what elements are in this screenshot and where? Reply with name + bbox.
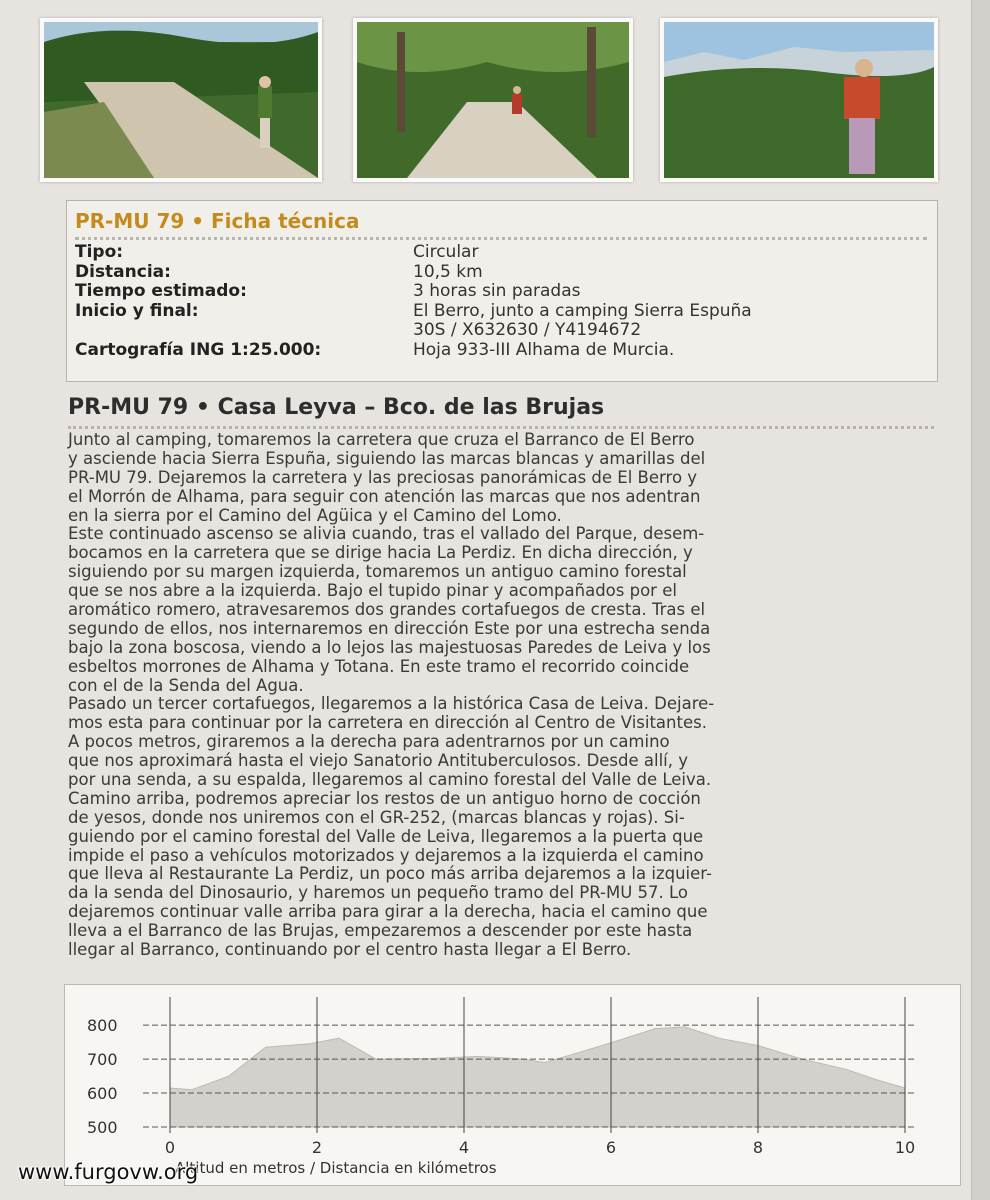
text-line: guiendo por el camino forestal del Valle de Leiva, llegaremos a la puerta que (68, 826, 704, 846)
route-description (68, 431, 934, 960)
x-tick-label: 0 (164, 1138, 176, 1157)
y-tick-label: 800 (87, 1016, 118, 1036)
watermark: www.furgovw.org (18, 1160, 199, 1184)
route-title: PR-MU 79 • Casa Leyva – Bco. de las Brujas (68, 395, 605, 420)
ficha-value: 3 horas sin paradas (413, 281, 581, 301)
ficha-label: Inicio y final: (75, 300, 199, 321)
text-line: Este continuado ascenso se alivia cuando, tras el vallado del Parque, desem- (68, 524, 705, 544)
text-line: Junto al camping, tomaremos la carretera que cruza el Barranco de El Berro (68, 430, 695, 449)
x-tick-label: 4 (458, 1138, 470, 1157)
text-line: lleva a el Barranco de las Brujas, empezaremos a descender por este hasta (68, 921, 693, 941)
x-tick-label: 8 (752, 1138, 764, 1157)
ficha-label: Tipo: (75, 242, 124, 262)
text-line: impide el paso a vehículos motorizados y dejaremos a la izquierda el camino (68, 845, 704, 865)
text-line: Camino arriba, podremos apreciar los restos de un antiguo horno de cocción (68, 788, 701, 808)
y-tick-label: 700 (87, 1050, 118, 1070)
text-line: bocamos en la carretera que se dirige hacia La Perdiz. En dicha dirección, y (68, 543, 693, 563)
ficha-label: Cartografía ING 1:25.000: (75, 339, 322, 360)
text-line: PR-MU 79. Dejaremos la carretera y las preciosas panorámicas de El Berro y (68, 467, 698, 487)
ficha-label: Distancia: (75, 261, 171, 282)
x-tick-label: 10 (894, 1138, 916, 1157)
elevation-profile-chart (64, 984, 961, 1186)
text-line: con el de la Senda del Agua. (68, 675, 304, 695)
photo-hiker-mountain-view (660, 18, 938, 182)
text-line: en la sierra por el Camino del Agüica y el Camino del Lomo. (68, 505, 562, 525)
text-line: A pocos metros, giraremos a la derecha para adentrarnos por un camino (68, 732, 670, 752)
page-edge (971, 0, 990, 1200)
ficha-value: 10,5 km (413, 261, 483, 282)
text-line: mos esta para continuar por la carretera en dirección al Centro de Visitantes. (68, 713, 707, 733)
text-line: bajo la zona boscosa, viendo a lo lejos las majestuosas Paredes de Leiva y los (68, 637, 711, 657)
chart-canvas (65, 985, 962, 1187)
ficha-label: Tiempo estimado: (75, 281, 247, 301)
y-tick-label: 600 (87, 1084, 118, 1104)
dotted-divider (75, 237, 927, 240)
ficha-value: El Berro, junto a camping Sierra Espuña (413, 300, 752, 321)
elevation-area (170, 1027, 905, 1127)
text-line: dejaremos continuar valle arriba para girar a la derecha, hacia el camino que (68, 902, 708, 922)
ficha-value: Circular (413, 242, 479, 262)
ficha-title: PR-MU 79 • Ficha técnica (75, 209, 360, 233)
text-line: que se nos abre a la izquierda. Bajo el tupido pinar y acompañados por el (68, 581, 677, 601)
dotted-divider (68, 426, 934, 429)
text-line: segundo de ellos, nos internaremos en dirección Este por una estrecha senda (68, 618, 711, 638)
text-line: da la senda del Dinosaurio, y haremos un pequeño tramo del PR-MU 57. Lo (68, 883, 689, 903)
text-line: esbeltos morrones de Alhama y Totana. En este tramo el recorrido coincide (68, 656, 690, 676)
text-line: el Morrón de Alhama, para seguir con atención las marcas que nos adentran (68, 486, 701, 506)
x-tick-label: 2 (311, 1138, 323, 1157)
text-line: que nos aproximará hasta el viejo Sanatorio Antituberculosos. Desde allí, y (68, 751, 689, 771)
text-line: llegar al Barranco, continuando por el centro hasta llegar a El Berro. (68, 940, 632, 960)
ficha-value: Hoja 933-III Alhama de Murcia. (413, 339, 675, 360)
text-line: de yesos, donde nos uniremos con el GR-252, (marcas blancas y rojas). Si- (68, 807, 685, 827)
text-line: y asciende hacia Sierra Espuña, siguiendo las marcas blancas y amarillas del (68, 448, 706, 468)
text-line: aromático romero, atravesaremos dos grandes cortafuegos de cresta. Tras el (68, 600, 706, 620)
photo-hiker-forest-path (353, 18, 633, 182)
text-line: Pasado un tercer cortafuegos, llegaremos a la histórica Casa de Leiva. Dejare- (68, 694, 715, 714)
text-line: siguiendo por su margen izquierda, tomaremos un antiguo camino forestal (68, 562, 687, 582)
ficha-tecnica-panel (66, 200, 938, 382)
text-line: que lleva al Restaurante La Perdiz, un poco más arriba dejaremos a la izquier- (68, 864, 712, 884)
axis-title: Altitud en metros / Distancia en kilómetros (175, 1159, 497, 1177)
photo-hiker-dirt-track (40, 18, 322, 182)
text-line: por una senda, a su espalda, llegaremos al camino forestal del Valle de Leiva. (68, 770, 712, 790)
ficha-value: 30S / X632630 / Y4194672 (413, 320, 642, 340)
y-tick-label: 500 (87, 1118, 118, 1137)
x-tick-label: 6 (605, 1138, 617, 1157)
